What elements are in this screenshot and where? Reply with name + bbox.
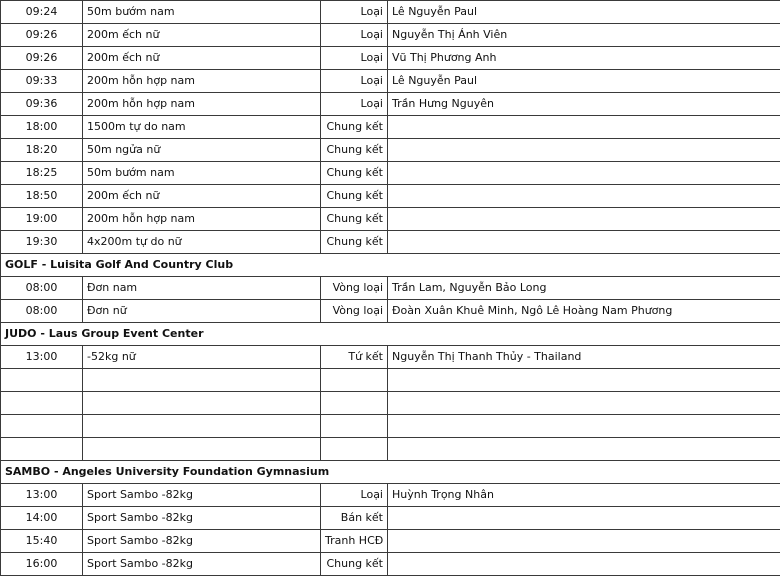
athletes-cell: Trần Hưng Nguyên xyxy=(388,93,780,116)
round-cell: Loại xyxy=(321,47,388,70)
round-cell: Loại xyxy=(321,70,388,93)
time-cell xyxy=(1,369,83,392)
event-cell: 200m hỗn hợp nam xyxy=(83,208,321,231)
time-cell xyxy=(1,392,83,415)
schedule-row xyxy=(1,392,780,415)
time-cell: 08:00 xyxy=(1,277,83,300)
round-cell: Chung kết xyxy=(321,185,388,208)
round-cell: Chung kết xyxy=(321,116,388,139)
athletes-cell xyxy=(388,162,780,185)
event-cell: 200m hỗn hợp nam xyxy=(83,93,321,116)
event-cell: 4x200m tự do nữ xyxy=(83,231,321,254)
schedule-row xyxy=(1,139,780,162)
schedule-row xyxy=(1,1,780,24)
schedule-row xyxy=(1,93,780,116)
time-cell: 09:33 xyxy=(1,70,83,93)
round-cell: Tứ kết xyxy=(321,346,388,369)
athletes-cell: Đoàn Xuân Khuê Minh, Ngô Lê Hoàng Nam Phương xyxy=(388,300,780,323)
event-cell: 50m bướm nam xyxy=(83,1,321,24)
schedule-body xyxy=(1,1,780,576)
round-cell: Tranh HCĐ xyxy=(321,530,388,553)
athletes-cell xyxy=(388,553,780,576)
time-cell: 19:00 xyxy=(1,208,83,231)
event-cell: Sport Sambo -82kg xyxy=(83,553,321,576)
time-cell: 09:24 xyxy=(1,1,83,24)
round-cell xyxy=(321,438,388,461)
event-cell: Sport Sambo -82kg xyxy=(83,484,321,507)
event-cell: 200m ếch nữ xyxy=(83,185,321,208)
round-cell: Chung kết xyxy=(321,231,388,254)
schedule-row xyxy=(1,277,780,300)
athletes-cell xyxy=(388,530,780,553)
event-cell: 50m bướm nam xyxy=(83,162,321,185)
time-cell: 14:00 xyxy=(1,507,83,530)
schedule-row xyxy=(1,208,780,231)
section-header-row xyxy=(1,323,780,346)
time-cell: 18:50 xyxy=(1,185,83,208)
round-cell: Loại xyxy=(321,24,388,47)
schedule-row xyxy=(1,24,780,47)
round-cell: Chung kết xyxy=(321,553,388,576)
athletes-cell: Huỳnh Trọng Nhân xyxy=(388,484,780,507)
time-cell: 09:26 xyxy=(1,24,83,47)
round-cell: Loại xyxy=(321,1,388,24)
section-header: SAMBO - Angeles University Foundation Gymnasium xyxy=(1,461,780,484)
schedule-row xyxy=(1,231,780,254)
time-cell: 09:36 xyxy=(1,93,83,116)
athletes-cell xyxy=(388,139,780,162)
athletes-cell xyxy=(388,185,780,208)
schedule-row xyxy=(1,70,780,93)
athletes-cell xyxy=(388,116,780,139)
athletes-cell xyxy=(388,369,780,392)
time-cell: 18:00 xyxy=(1,116,83,139)
time-cell: 15:40 xyxy=(1,530,83,553)
event-cell: -52kg nữ xyxy=(83,346,321,369)
time-cell xyxy=(1,438,83,461)
time-cell: 19:30 xyxy=(1,231,83,254)
schedule-row xyxy=(1,530,780,553)
schedule-row xyxy=(1,185,780,208)
athletes-cell: Nguyễn Thị Ánh Viên xyxy=(388,24,780,47)
athletes-cell: Lê Nguyễn Paul xyxy=(388,70,780,93)
section-header: JUDO - Laus Group Event Center xyxy=(1,323,780,346)
time-cell: 08:00 xyxy=(1,300,83,323)
round-cell: Chung kết xyxy=(321,208,388,231)
round-cell: Chung kết xyxy=(321,139,388,162)
section-header-row xyxy=(1,461,780,484)
event-cell xyxy=(83,438,321,461)
event-cell: 50m ngửa nữ xyxy=(83,139,321,162)
athletes-cell xyxy=(388,208,780,231)
round-cell: Vòng loại xyxy=(321,277,388,300)
athletes-cell xyxy=(388,231,780,254)
time-cell: 18:20 xyxy=(1,139,83,162)
round-cell: Loại xyxy=(321,93,388,116)
event-cell: 200m ếch nữ xyxy=(83,47,321,70)
event-cell: 200m ếch nữ xyxy=(83,24,321,47)
time-cell: 09:26 xyxy=(1,47,83,70)
round-cell: Bán kết xyxy=(321,507,388,530)
event-cell: Đơn nam xyxy=(83,277,321,300)
round-cell xyxy=(321,392,388,415)
event-cell: Sport Sambo -82kg xyxy=(83,530,321,553)
event-cell xyxy=(83,415,321,438)
athletes-cell xyxy=(388,438,780,461)
time-cell: 18:25 xyxy=(1,162,83,185)
schedule-row xyxy=(1,507,780,530)
schedule-row xyxy=(1,415,780,438)
event-cell: Sport Sambo -82kg xyxy=(83,507,321,530)
athletes-cell xyxy=(388,392,780,415)
schedule-row xyxy=(1,300,780,323)
round-cell: Vòng loại xyxy=(321,300,388,323)
athletes-cell: Nguyễn Thị Thanh Thủy - Thailand xyxy=(388,346,780,369)
schedule-row xyxy=(1,369,780,392)
athletes-cell: Vũ Thị Phương Anh xyxy=(388,47,780,70)
schedule-row xyxy=(1,47,780,70)
round-cell: Chung kết xyxy=(321,162,388,185)
round-cell xyxy=(321,415,388,438)
time-cell: 16:00 xyxy=(1,553,83,576)
athletes-cell xyxy=(388,507,780,530)
round-cell xyxy=(321,369,388,392)
schedule-row xyxy=(1,162,780,185)
event-cell: 200m hỗn hợp nam xyxy=(83,70,321,93)
schedule-row xyxy=(1,553,780,576)
event-cell: 1500m tự do nam xyxy=(83,116,321,139)
schedule-row xyxy=(1,116,780,139)
event-cell: Đơn nữ xyxy=(83,300,321,323)
time-cell: 13:00 xyxy=(1,346,83,369)
event-cell xyxy=(83,392,321,415)
event-cell xyxy=(83,369,321,392)
round-cell: Loại xyxy=(321,484,388,507)
schedule-row xyxy=(1,484,780,507)
athletes-cell xyxy=(388,415,780,438)
time-cell xyxy=(1,415,83,438)
athletes-cell: Lê Nguyễn Paul xyxy=(388,1,780,24)
schedule-row xyxy=(1,346,780,369)
time-cell: 13:00 xyxy=(1,484,83,507)
section-header: GOLF - Luisita Golf And Country Club xyxy=(1,254,780,277)
athletes-cell: Trần Lam, Nguyễn Bảo Long xyxy=(388,277,780,300)
schedule-row xyxy=(1,438,780,461)
section-header-row xyxy=(1,254,780,277)
